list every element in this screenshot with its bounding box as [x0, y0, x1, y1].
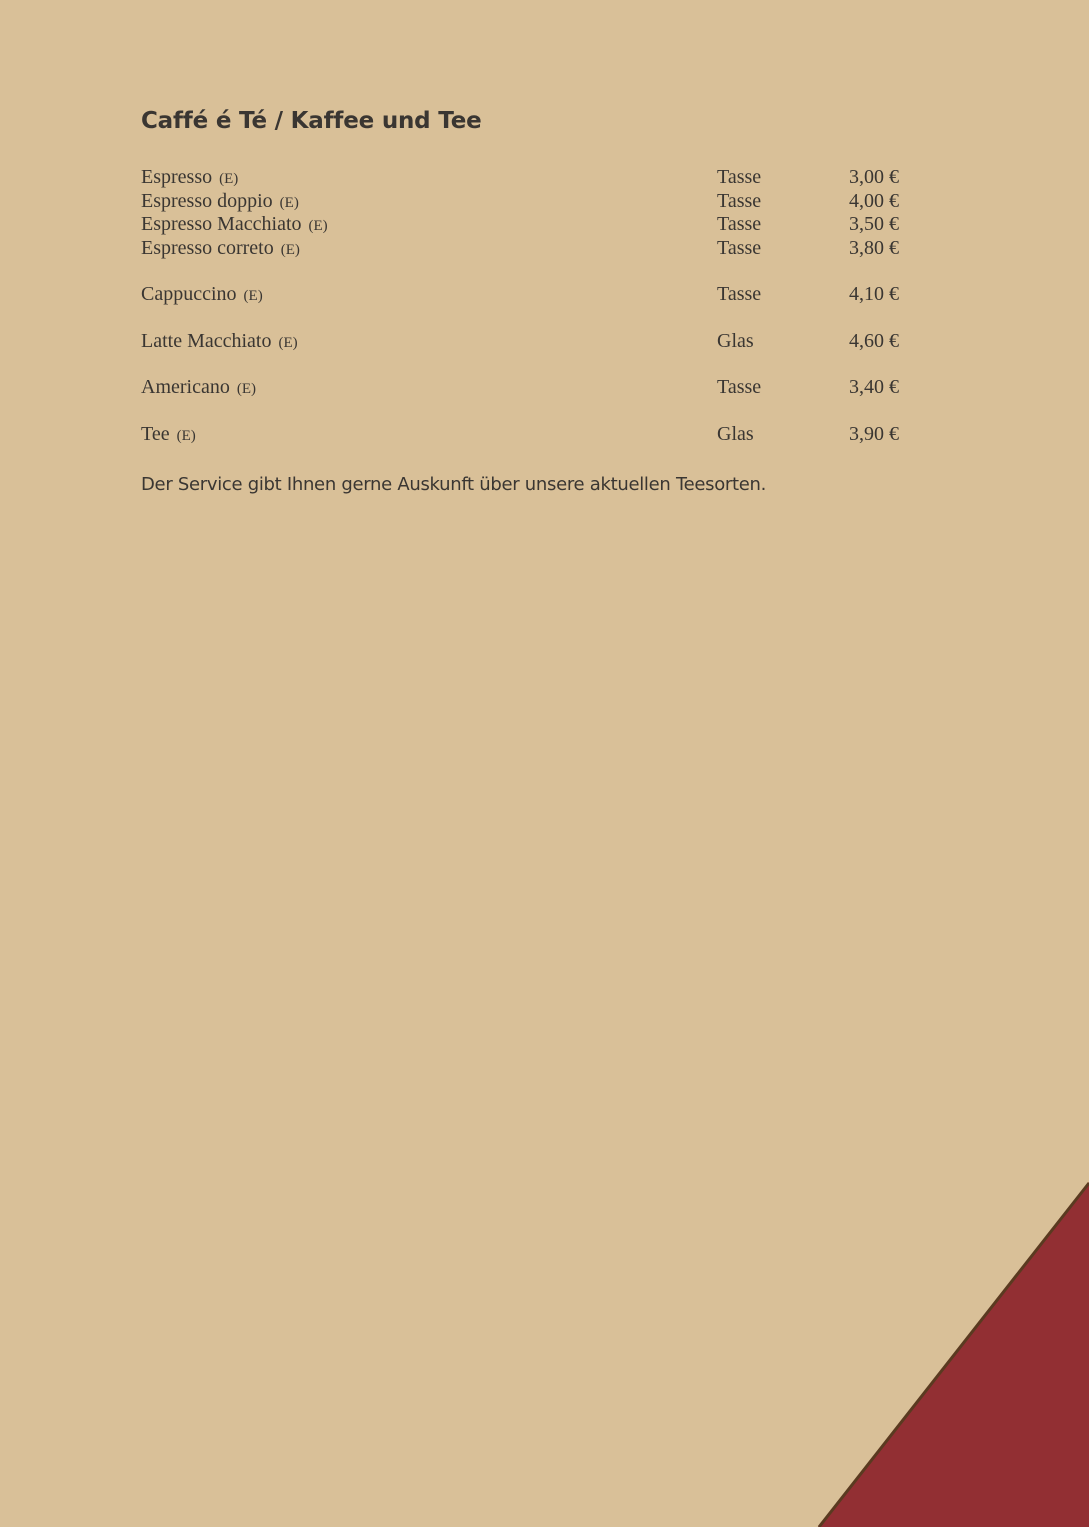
item-allergen: (E): [219, 171, 239, 187]
item-name: Tee: [141, 422, 170, 445]
item-name-wrap: [141, 237, 300, 263]
item-allergen: (E): [308, 218, 328, 234]
menu-heading: Caffé é Té / Kaffee und Tee: [141, 108, 482, 134]
item-allergen: (E): [278, 334, 298, 351]
item-name-wrap: [141, 283, 263, 309]
item-unit: Tasse: [717, 189, 762, 212]
menu-list: [141, 166, 931, 469]
menu-item: [141, 330, 931, 354]
item-name: Espresso Macchiato: [141, 213, 302, 235]
menu-item: [141, 166, 931, 190]
item-allergen: (E): [243, 288, 263, 304]
item-allergen: (E): [236, 381, 257, 397]
menu-item: [141, 237, 931, 261]
menu-group-cappuccino: [141, 283, 931, 307]
item-allergen: (E): [176, 427, 196, 444]
item-unit: Tasse: [717, 236, 762, 259]
item-name-wrap: [141, 376, 256, 402]
item-unit: Tasse: [717, 213, 762, 235]
menu-item: [141, 213, 931, 237]
menu-group-espresso: [141, 166, 931, 260]
item-unit: Tasse: [717, 166, 762, 188]
item-name-wrap: [141, 190, 299, 216]
item-price: 3,40 €: [849, 376, 899, 398]
item-price: 3,80 €: [849, 236, 899, 259]
item-name-wrap: [141, 213, 328, 239]
menu-item: [141, 423, 931, 447]
item-price: 4,00 €: [849, 189, 899, 212]
item-name: Espresso: [141, 166, 213, 188]
menu-item: [141, 190, 931, 214]
item-name: Espresso doppio: [141, 189, 273, 212]
item-name: Latte Macchiato: [141, 329, 272, 352]
item-name-wrap: [141, 423, 196, 449]
menu-item: [141, 376, 931, 400]
item-price: 4,60 €: [849, 329, 899, 352]
item-unit: Glas: [717, 329, 754, 352]
menu-group-latte: [141, 330, 931, 354]
item-unit: Tasse: [717, 283, 762, 305]
item-name-wrap: [141, 330, 298, 356]
item-price: 4,10 €: [849, 283, 899, 305]
item-allergen: (E): [279, 194, 299, 211]
item-price: 3,90 €: [849, 422, 899, 445]
item-name: Espresso correto: [141, 236, 274, 259]
item-price: 3,00 €: [849, 166, 899, 188]
menu-group-tea: [141, 423, 931, 447]
corner-triangle-edge: [819, 1183, 1089, 1527]
item-price: 3,50 €: [849, 213, 899, 235]
item-name: Cappuccino: [141, 283, 237, 305]
corner-triangle-fill: [818, 1182, 1089, 1527]
menu-item: [141, 283, 931, 307]
item-allergen: (E): [280, 241, 300, 258]
menu-group-americano: [141, 376, 931, 400]
item-name-wrap: [141, 166, 238, 192]
tea-info-note: Der Service gibt Ihnen gerne Auskunft über unsere aktuellen Teesorten.: [141, 474, 767, 495]
item-unit: Glas: [717, 422, 754, 445]
item-name: Americano: [141, 376, 230, 398]
item-unit: Tasse: [717, 376, 762, 398]
